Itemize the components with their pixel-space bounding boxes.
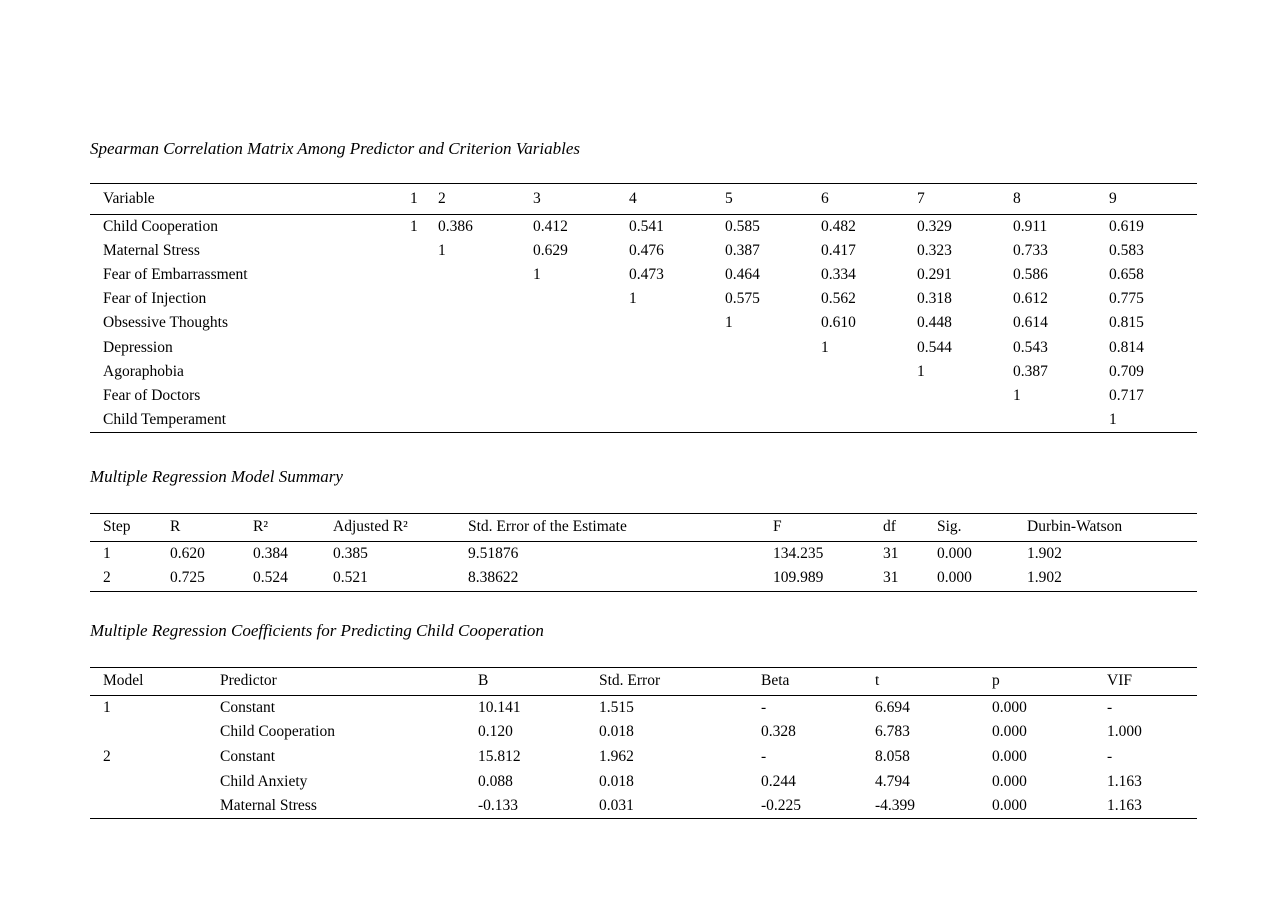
table-cell [410,384,438,408]
table-cell [438,311,533,335]
table-row [90,384,1197,408]
table-cell: 0.412 [533,217,568,235]
table-cell: 0.000 [992,772,1027,790]
table-cell: 1.163 [1107,797,1142,815]
table-cell: 1 [821,338,829,356]
table-cell: 0.629 [533,241,568,259]
table-cell: 134.235 [773,544,824,562]
table-cell [533,335,629,359]
column-header: df [883,514,937,542]
table-cell [917,384,1013,408]
table-cell: 0.323 [917,241,952,259]
table-cell: 1 [103,698,111,716]
table-cell [438,360,533,384]
table-cell [410,287,438,311]
table-cell: 0.733 [1013,241,1048,259]
table-cell: 0.000 [937,569,972,587]
table-row [90,263,1197,287]
table-cell: 0.575 [725,290,760,308]
table-cell [438,408,533,433]
table-cell: 4.794 [875,772,910,790]
table-cell: 0.385 [333,544,368,562]
table-cell: 0.709 [1109,362,1144,380]
table-cell [410,311,438,335]
table-cell: 0.000 [992,723,1027,741]
column-header: 8 [1013,184,1109,215]
table-cell: 15.812 [478,747,521,765]
table-cell [90,720,220,745]
table-row [90,541,1197,566]
column-header: Std. Error [599,668,761,696]
column-header: Durbin-Watson [1027,514,1197,542]
table-cell: 0.328 [761,723,796,741]
table-row [90,239,1197,263]
table-row [90,287,1197,311]
table-cell: 6.694 [875,698,910,716]
table-cell: 0.318 [917,290,952,308]
table-cell: 0.541 [629,217,664,235]
table-cell [438,287,533,311]
table-cell: Constant [220,698,276,716]
table-cell: 8.38622 [468,569,519,587]
table-cell [410,239,438,263]
header-row [90,514,1197,542]
column-header: 7 [917,184,1013,215]
column-header: Beta [761,668,875,696]
table-cell: 1 [438,241,446,259]
table-cell [725,335,821,359]
table-cell: 1.962 [599,747,634,765]
table-cell: 0.586 [1013,265,1048,283]
table-cell: Child Temperament [103,411,227,429]
table-cell [410,263,438,287]
table-row [90,695,1197,720]
table-cell [533,360,629,384]
table-cell: 0.473 [629,265,664,283]
table-cell: 0.585 [725,217,760,235]
table-cell: 1 [410,217,418,235]
table-cell: -0.225 [761,797,802,815]
table-cell: 0.386 [438,217,473,235]
table-cell: 0.544 [917,338,952,356]
table-cell: - [1107,698,1113,716]
table-cell: 1 [629,290,637,308]
table-cell: 0.476 [629,241,664,259]
table-cell: 0.329 [917,217,952,235]
table-cell: 0.775 [1109,290,1144,308]
column-header: 9 [1109,184,1197,215]
column-header: 6 [821,184,917,215]
table-cell: 0.018 [599,723,634,741]
table-cell: 0.088 [478,772,513,790]
column-header: R [170,514,253,542]
table-cell: 0.583 [1109,241,1144,259]
table-cell [917,408,1013,433]
column-header: Variable [90,184,410,215]
table-cell: Fear of Injection [103,290,207,308]
table-cell [90,769,220,794]
table-cell: 0.000 [992,797,1027,815]
table-cell [410,335,438,359]
table-cell: Fear of Doctors [103,386,201,404]
table-cell: 1 [1013,386,1021,404]
table-cell: 0.815 [1109,314,1144,332]
table-cell [90,794,220,819]
table-cell: Depression [103,338,173,356]
table-cell: 0.387 [725,241,760,259]
table-cell: 0.000 [992,747,1027,765]
table-cell [438,335,533,359]
table-cell: 0.000 [992,698,1027,716]
table-cell [1013,408,1109,433]
table-cell [438,263,533,287]
table-cell: 2 [103,747,111,765]
table-cell: 0.911 [1013,217,1048,235]
table-cell: 0.448 [917,314,952,332]
table-cell: -0.133 [478,797,519,815]
table-row [90,720,1197,745]
column-header: Sig. [937,514,1027,542]
table-cell [821,384,917,408]
table-cell: 0.562 [821,290,856,308]
table-cell: 0.521 [333,569,368,587]
column-header: Std. Error of the Estimate [468,514,773,542]
table-cell: 0.524 [253,569,288,587]
table-cell: 1 [103,544,111,562]
table-cell: Child Cooperation [103,217,218,235]
regression-coefficients-table [90,667,1197,819]
table-cell: 0.018 [599,772,634,790]
table-cell: 0.614 [1013,314,1048,332]
table-cell [410,360,438,384]
table-cell: -4.399 [875,797,916,815]
table-cell: Constant [220,747,276,765]
table-cell: - [761,698,767,716]
table-cell: Agoraphobia [103,362,184,380]
table-cell: 0.120 [478,723,513,741]
table-cell: 0.612 [1013,290,1048,308]
table-cell [725,408,821,433]
table-row [90,214,1197,239]
table-cell [629,384,725,408]
column-header: Adjusted R² [333,514,468,542]
table-cell: 1 [917,362,925,380]
table-cell: 10.141 [478,698,521,716]
table-cell: Obsessive Thoughts [103,314,229,332]
table-cell [629,311,725,335]
table-row [90,408,1197,433]
table-row [90,360,1197,384]
table-cell: 1 [533,265,541,283]
table-cell: 1.163 [1107,772,1142,790]
table-cell [533,384,629,408]
table-cell: 0.610 [821,314,856,332]
table-cell: Child Anxiety [220,772,308,790]
spearman-correlation-table-title: Spearman Correlation Matrix Among Predictor and Criterion Variables [90,139,580,158]
column-header: 3 [533,184,629,215]
column-header: VIF [1107,668,1197,696]
table-cell [629,335,725,359]
table-row [90,794,1197,819]
table-cell [725,360,821,384]
table-cell: 2 [103,569,111,587]
column-header: 2 [438,184,533,215]
table-cell: 0.464 [725,265,760,283]
column-header: 5 [725,184,821,215]
column-header: 4 [629,184,725,215]
table-cell: 0.543 [1013,338,1048,356]
table-row [90,566,1197,591]
table-cell: 0.387 [1013,362,1048,380]
column-header: Model [90,668,220,696]
table-cell: 0.482 [821,217,856,235]
table-row [90,769,1197,794]
model-summary-table-title: Multiple Regression Model Summary [90,467,343,486]
table-cell [821,360,917,384]
table-cell: 0.384 [253,544,288,562]
table-cell: 0.244 [761,772,796,790]
table-cell [725,384,821,408]
table-cell: 0.000 [937,544,972,562]
regression-coefficients-table-title: Multiple Regression Coefficients for Predicting Child Cooperation [90,621,544,640]
table-cell: 1.902 [1027,569,1062,587]
table-cell: 31 [883,569,899,587]
column-header: Step [90,514,170,542]
table-cell: 0.658 [1109,265,1144,283]
table-cell: 0.291 [917,265,952,283]
column-header: Predictor [220,668,478,696]
table-cell: 0.620 [170,544,205,562]
table-cell: Maternal Stress [220,797,317,815]
table-cell: 31 [883,544,899,562]
table-cell [821,408,917,433]
table-cell [533,287,629,311]
table-cell [410,408,438,433]
table-cell: 0.619 [1109,217,1144,235]
spearman-correlation-table [90,183,1197,433]
table-cell: 0.814 [1109,338,1144,356]
table-cell [629,408,725,433]
column-header: R² [253,514,333,542]
table-cell: 0.725 [170,569,205,587]
table-cell: 1.902 [1027,544,1062,562]
table-cell: Fear of Embarrassment [103,265,248,283]
column-header: 1 [410,184,438,215]
header-row [90,184,1197,215]
table-row [90,745,1197,770]
table-cell: Child Cooperation [220,723,335,741]
table-cell: 0.717 [1109,386,1144,404]
model-summary-table [90,513,1197,592]
table-cell: 1 [1109,411,1117,429]
table-cell: 1.000 [1107,723,1142,741]
table-cell: 109.989 [773,569,824,587]
table-cell: 0.334 [821,265,856,283]
header-row [90,668,1197,696]
table-row [90,311,1197,335]
table-cell: Maternal Stress [103,241,200,259]
table-row [90,335,1197,359]
table-cell: 0.031 [599,797,634,815]
column-header: B [478,668,599,696]
table-cell [533,311,629,335]
table-cell: 1.515 [599,698,634,716]
table-cell: 9.51876 [468,544,519,562]
table-cell [629,360,725,384]
table-cell [533,408,629,433]
column-header: p [992,668,1107,696]
table-cell: - [1107,747,1113,765]
table-cell: - [761,747,767,765]
table-cell: 1 [725,314,733,332]
column-header: F [773,514,883,542]
table-cell: 8.058 [875,747,910,765]
column-header: t [875,668,992,696]
table-cell: 6.783 [875,723,910,741]
table-cell [438,384,533,408]
table-cell: 0.417 [821,241,856,259]
